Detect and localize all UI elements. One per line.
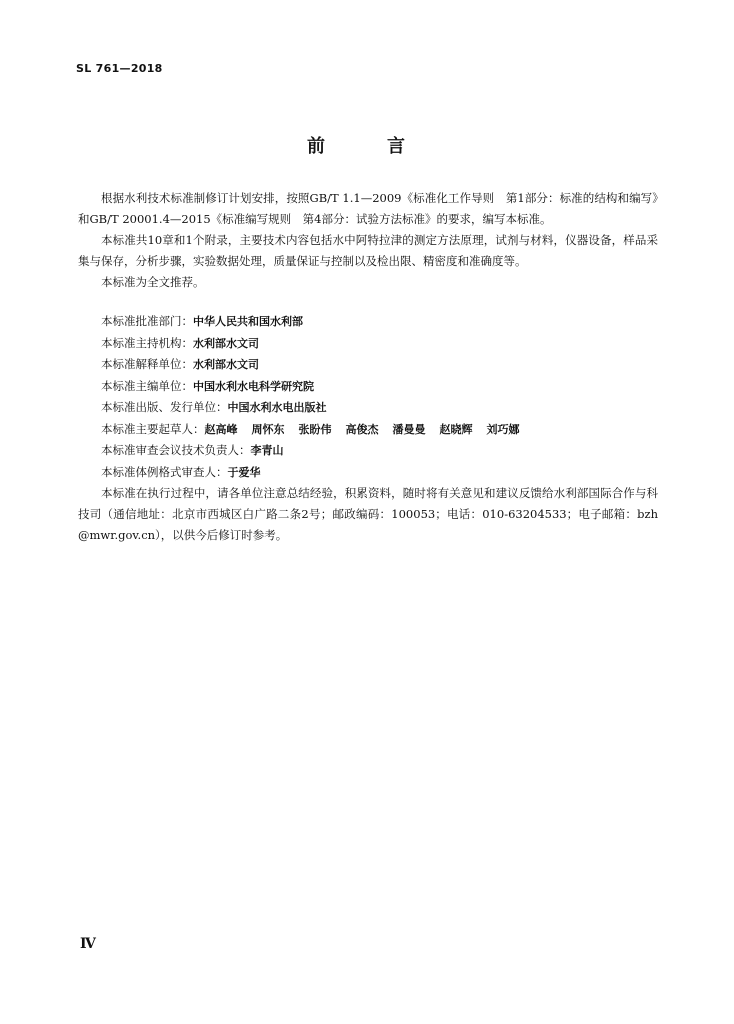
format-label: 本标准体例格式审查人： — [101, 464, 228, 479]
drafter-name: 周怀东 — [251, 422, 285, 436]
paragraph-feedback: 本标准在执行过程中，请各单位注意总结经验，积累资料，随时将有关意见和建议反馈给水利部国际合作与科技司（通信地址：北京市西城区白广路二条2号；邮政编码：100053；电话：010-63204533；电子邮箱：bzh@mwr.gov.cn），以供今后修订时参考。 — [78, 486, 658, 542]
host-line — [78, 333, 658, 355]
approver-line — [78, 311, 658, 333]
page-number: Ⅳ — [80, 936, 96, 952]
review-label: 本标准审查会议技术负责人： — [101, 443, 251, 457]
review-value: 李青山 — [250, 444, 284, 457]
publisher-value: 中国水利水电出版社 — [227, 401, 327, 414]
editor-line — [78, 376, 658, 398]
drafter-name: 赵高峰 — [204, 422, 238, 436]
drafter-name: 高俊杰 — [345, 422, 379, 436]
publisher-label: 本标准出版、发行单位： — [101, 400, 228, 414]
page-title: 前 言 — [307, 136, 427, 157]
interpreter-label: 本标准解释单位： — [101, 357, 193, 371]
interpreter-value: 水利部水文司 — [193, 358, 259, 371]
drafter-name: 潘曼曼 — [392, 422, 426, 436]
paragraph-basis: 根据水利技术标准制修订计划安排，按照GB/T 1.1—2009《标准化工作导则 第1部分：标准的结构和编写》和GB/T 20001.4—2015《标准编写规则 第4部分：试验方法标准》的要求，编写本标准。 — [78, 191, 658, 226]
editor-value: 中国水利水电科学研究院 — [193, 379, 314, 393]
drafter-name: 赵晓辉 — [439, 422, 473, 436]
document-body — [78, 188, 658, 546]
host-value: 水利部水文司 — [193, 336, 259, 350]
drafters-label: 本标准主要起草人： — [101, 421, 205, 436]
drafter-name: 刘巧娜 — [486, 422, 520, 436]
host-label: 本标准主持机构： — [101, 335, 193, 350]
interpreter-line — [78, 354, 658, 376]
review-line — [78, 440, 658, 462]
drafters-line — [78, 419, 658, 441]
editor-label: 本标准主编单位： — [101, 378, 193, 393]
publisher-line — [78, 397, 658, 419]
approver-label: 本标准批准部门： — [101, 314, 193, 328]
paragraph-content: 本标准共10章和1个附录，主要技术内容包括水中阿特拉津的测定方法原理，试剂与材料，仪器设备，样品采集与保存，分析步骤，实验数据处理，质量保证与控制以及检出限、精密度和准确度等。 — [78, 233, 658, 268]
paragraph-recommendation: 本标准为全文推荐。 — [101, 275, 205, 289]
approver-value: 中华人民共和国水利部 — [193, 315, 303, 328]
spacer — [78, 293, 658, 311]
drafter-name: 张盼伟 — [298, 422, 332, 436]
format-line — [78, 462, 658, 484]
standard-code: SL 761—2018 — [76, 62, 163, 75]
format-value: 于爱华 — [227, 465, 261, 479]
